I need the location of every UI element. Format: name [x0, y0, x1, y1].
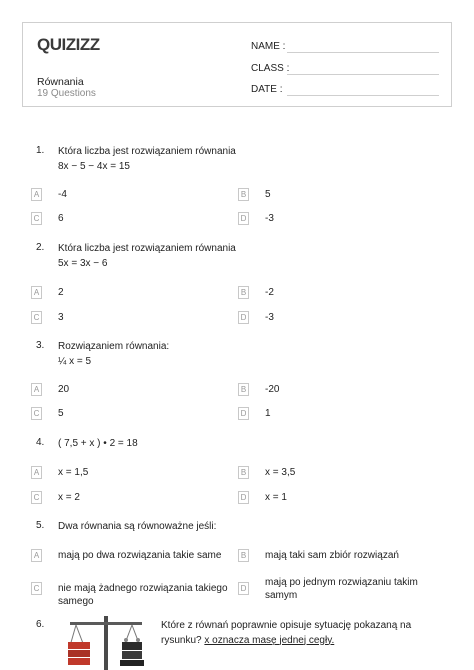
option-text: 5	[265, 189, 271, 200]
question-number: 2.	[36, 242, 45, 253]
question-text	[161, 619, 431, 648]
question-text	[58, 145, 418, 174]
question-text	[58, 340, 418, 369]
option-text: -3	[265, 312, 274, 323]
option-text: x = 1	[265, 492, 287, 503]
date-field[interactable]	[251, 84, 282, 95]
class-label: CLASS :	[251, 63, 290, 74]
option-letter: C	[31, 407, 42, 420]
option-text: mają po jednym rozwiązaniu takim samym	[265, 577, 418, 601]
option-text: nie mają żadnego rozwiązania takiego samego	[58, 583, 228, 607]
option-text: 5	[58, 408, 64, 419]
question-line: ( 7,5 + x ) • 2 = 18	[58, 438, 138, 449]
option-letter: B	[238, 286, 249, 299]
option-text: mają taki sam zbiór rozwiązań	[265, 550, 399, 561]
class-line[interactable]	[287, 74, 439, 75]
option-letter: D	[238, 212, 249, 225]
question-number: 3.	[36, 340, 45, 351]
option-letter: C	[31, 212, 42, 225]
option-letter: B	[238, 466, 249, 479]
option-letter: C	[31, 582, 42, 595]
class-field[interactable]	[251, 63, 289, 74]
option-text: 20	[58, 384, 70, 395]
question-line: Która liczba jest rozwiązaniem równania	[58, 243, 236, 254]
option-text: x = 1,5	[58, 467, 89, 478]
question-count: 19 Questions	[37, 88, 96, 99]
option-text: x = 2	[58, 492, 80, 503]
question-line: Dwa równania są równoważne jeśli:	[58, 521, 217, 532]
option-text: 1	[265, 408, 271, 419]
option-letter: A	[31, 383, 42, 396]
option-letter: A	[31, 549, 42, 562]
question-number: 1.	[36, 145, 45, 156]
option-text: -3	[265, 213, 274, 224]
option-letter: D	[238, 491, 249, 504]
option-letter: C	[31, 311, 42, 324]
option-letter: A	[31, 466, 42, 479]
option-letter: D	[238, 407, 249, 420]
option-letter: A	[31, 188, 42, 201]
question-prompt: Które z równań poprawnie opisuje sytuację pokazaną na rysunku?	[161, 620, 412, 646]
question-number: 4.	[36, 437, 45, 448]
option-text: -20	[265, 384, 280, 395]
option-text: mają po dwa rozwiązania takie same	[58, 550, 222, 561]
option-letter: B	[238, 549, 249, 562]
date-label: DATE :	[251, 84, 283, 95]
option-letter: B	[238, 188, 249, 201]
option-text: 3	[58, 312, 64, 323]
option-letter: D	[238, 582, 249, 595]
question-number: 6.	[36, 619, 45, 630]
question-text	[58, 437, 418, 452]
date-line[interactable]	[287, 95, 439, 96]
option-letter: A	[31, 286, 42, 299]
question-text	[58, 242, 418, 271]
option-text: -4	[58, 189, 67, 200]
question-line: Która liczba jest rozwiązaniem równania	[58, 146, 236, 157]
question-text	[58, 520, 418, 535]
name-field[interactable]	[251, 41, 285, 52]
option-text: 2	[58, 287, 64, 298]
question-line: 5x = 3x − 6	[58, 257, 108, 269]
question-line: Rozwiązaniem równania:	[58, 341, 170, 352]
question-line: 8x − 5 − 4x = 15	[58, 160, 130, 172]
worksheet-title: Równania	[37, 76, 84, 88]
option-letter: D	[238, 311, 249, 324]
option-text: -2	[265, 287, 274, 298]
quizizz-logo: QUIZIZZ	[37, 35, 100, 54]
name-label: NAME :	[251, 41, 286, 52]
question-line: ¼ x = 5	[58, 355, 92, 367]
option-text: 6	[58, 213, 64, 224]
balance-scale-illustration	[60, 612, 152, 670]
option-text: x = 3,5	[265, 467, 296, 478]
option-letter: B	[238, 383, 249, 396]
worksheet-header	[22, 22, 452, 107]
question-number: 5.	[36, 520, 45, 531]
question-note: x oznacza masę jednej cegły.	[204, 634, 335, 646]
name-line[interactable]	[287, 52, 439, 53]
option-letter: C	[31, 491, 42, 504]
